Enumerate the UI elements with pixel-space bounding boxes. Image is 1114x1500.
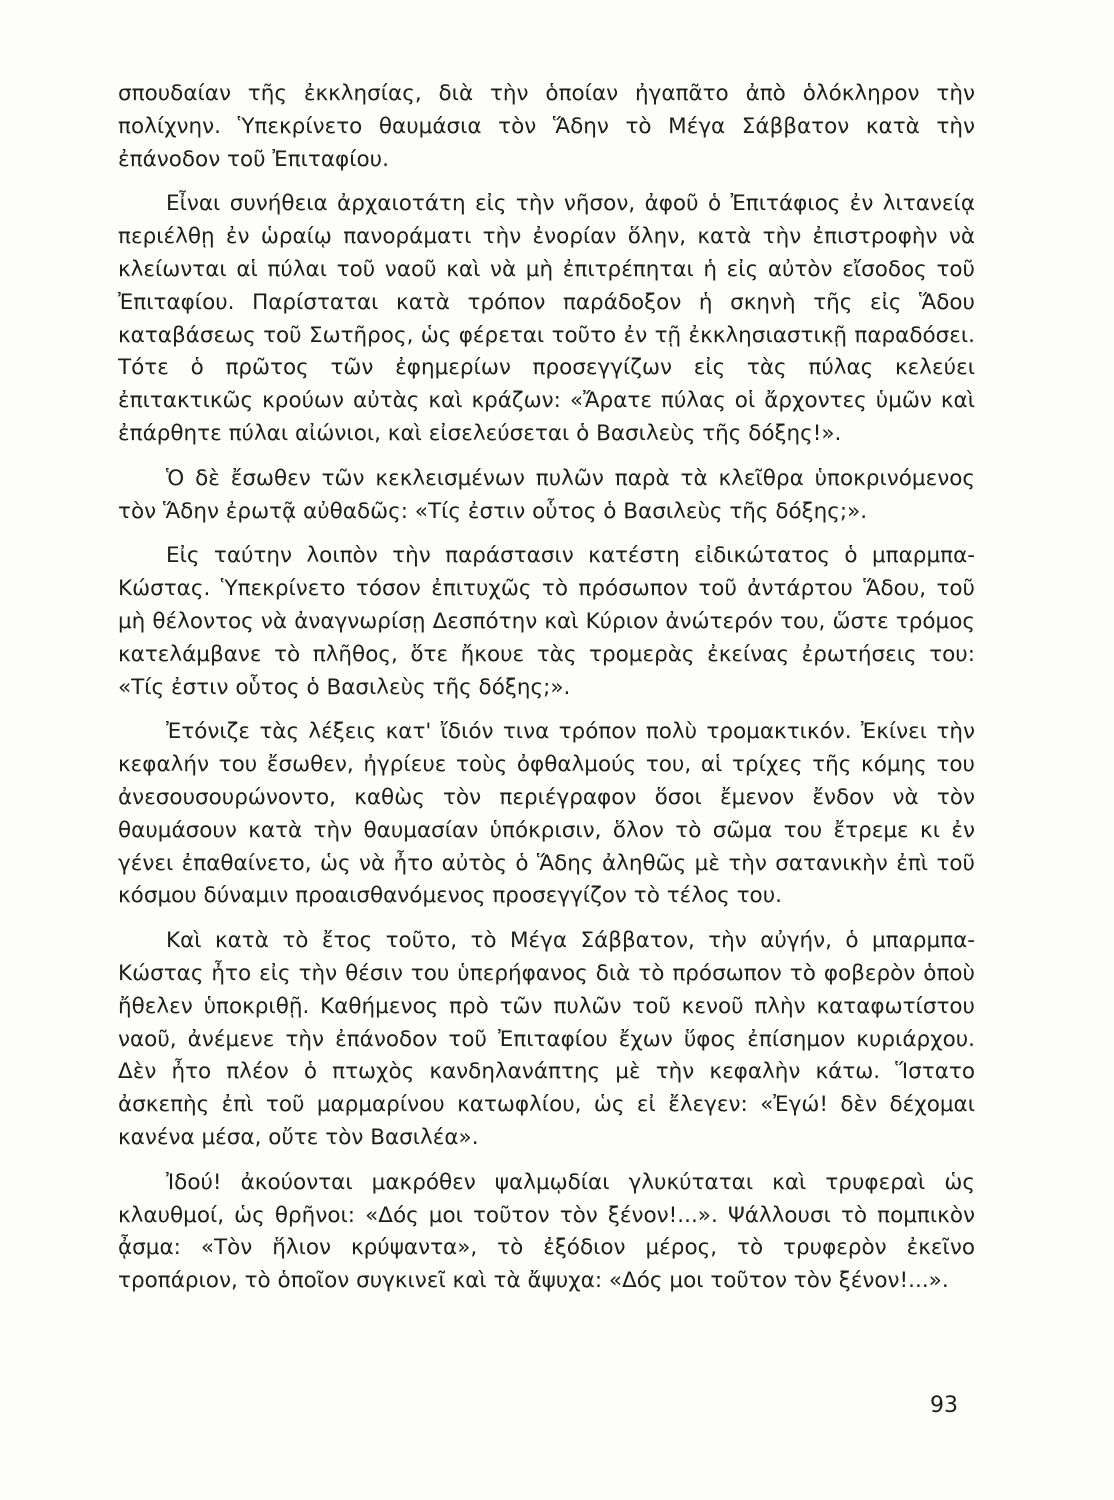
paragraph-6: Καὶ κατὰ τὸ ἔτος τοῦτο, τὸ Μέγα Σάββατον, τὴν αὐγήν, ὁ μπαρμπα-Κώστας ἦτο εἰς τὴν θέσιν του ὑπερήφανος διὰ τὸ πρόσωπον τὸ φοβερὸν ὁποὺ ἤθελεν ὑποκριθῇ. Καθήμενος πρὸ τῶν πυλῶν τοῦ κενοῦ πλὴν καταφωτίστου ναοῦ, ἀνέμενε τὴν ἐπάνοδον τοῦ Ἐπιταφίου ἔχων ὕφος ἐπίσημον κυριάρχου. Δὲν ἦτο πλέον ὁ πτωχὸς κανδηλανάπτης μὲ τὴν κεφαλὴν κάτω. Ἵστατο ἀσκεπὴς ἐπὶ τοῦ μαρμαρίνου κατωφλίου, ὡς εἰ ἔλεγεν: «Ἐγώ! δὲν δέχομαι κανένα μέσα, οὔτε τὸν Βασιλέα».	[118, 928, 975, 1150]
paragraph-7: Ἰδού! ἀκούονται μακρόθεν ψαλμῳδίαι γλυκύταται καὶ τρυφεραὶ ὡς κλαυθμοί, ὡς θρῆνοι: «Δός μοι τοῦτον τὸν ξένον!...». Ψάλλουσι τὸ πομπικὸν ᾆσμα: «Τὸν ἥλιον κρύψαντα», τὸ ἐξόδιον μέρος, τὸ τρυφερὸν ἐκεῖνο τροπάριον, τὸ ὁποῖον συγκινεῖ καὶ τὰ ἄψυχα: «Δός μοι τοῦτον τὸν ξένον!...».	[118, 1169, 975, 1294]
paragraph-5: Ἐτόνιζε τὰς λέξεις κατ' ἴδιόν τινα τρόπον πολὺ τρομακτικόν. Ἐκίνει τὴν κεφαλήν του ἔσωθεν, ἠγρίευε τοὺς ὀφθαλμούς του, αἱ τρίχες τῆς κόμης του ἀνεσουσουρώνοντο, καθὼς τὸν περιέγραφον ὅσοι ἔμενον ἔνδον νὰ τὸν θαυμάσουν κατὰ τὴν θαυμασίαν ὑπόκρισιν, ὅλον τὸ σῶμα του ἔτρεμε κι ἐν γένει ἐπαθαίνετο, ὡς νὰ ἦτο αὐτὸς ὁ Ἅδης ἀληθῶς μὲ τὴν σατανικὴν ἐπὶ τοῦ κόσμου δύναμιν προαισθανόμενος προσεγγίζον τὸ τέλος του.	[118, 719, 975, 909]
body-text	[118, 78, 975, 1310]
paragraph-2: Εἶναι συνήθεια ἀρχαιοτάτη εἰς τὴν νῆσον, ἀφοῦ ὁ Ἐπιτάφιος ἐν λιτανείᾳ περιέλθῃ ἐν ὡραίῳ πανοράματι τὴν ἐνορίαν ὅλην, κατὰ τὴν ἐπιστροφὴν νὰ κλείωνται αἱ πύλαι τοῦ ναοῦ καὶ νὰ μὴ ἐπιτρέπηται ἡ εἰς αὐτὸν εἴσοδος τοῦ Ἐπιταφίου. Παρίσταται κατὰ τρόπον παράδοξον ἡ σκηνὴ τῆς εἰς Ἅδου καταβάσεως τοῦ Σωτῆρος, ὡς φέρεται τοῦτο ἐν τῇ ἐκκλησιαστικῇ παραδόσει. Τότε ὁ πρῶτος τῶν ἐφημερίων προσεγγίζων εἰς τὰς πύλας κελεύει ἐπιτακτικῶς κρούων αὐτὰς καὶ κράζων: «Ἄρατε πύλας οἱ ἄρχοντες ὑμῶν καὶ ἐπάρθητε πύλαι αἰώνιοι, καὶ εἰσελεύσεται ὁ Βασιλεὺς τῆς δόξης!».	[118, 191, 975, 446]
paragraph-1: σπουδαίαν τῆς ἐκκλησίας, διὰ τὴν ὁποίαν ἠγαπᾶτο ἀπὸ ὁλόκληρον τὴν πολίχνην. Ὑπεκρίνετο θαυμάσια τὸν Ἅδην τὸ Μέγα Σάββατον κατὰ τὴν ἐπάνοδον τοῦ Ἐπιταφίου.	[118, 81, 975, 172]
page-number: 93	[930, 1393, 958, 1418]
paragraph-3: Ὁ δὲ ἔσωθεν τῶν κεκλεισμένων πυλῶν παρὰ τὰ κλεῖθρα ὑποκρινόμενος τὸν Ἅδην ἐρωτᾷ αὐθαδῶς: «Τίς ἐστιν οὗτος ὁ Βασιλεὺς τῆς δόξης;».	[118, 465, 975, 524]
paragraph-4: Εἰς ταύτην λοιπὸν τὴν παράστασιν κατέστη εἰδικώτατος ὁ μπαρμπα-Κώστας. Ὑπεκρίνετο τόσον ἐπιτυχῶς τὸ πρόσωπον τοῦ ἀντάρτου Ἅδου, τοῦ μὴ θέλοντος νὰ ἀναγνωρίσῃ Δεσπότην καὶ Κύριον ἀνώτερόν του, ὥστε τρόμος κατελάμβανε τὸ πλῆθος, ὅτε ἤκουε τὰς τρομερὰς ἐκείνας ἐρωτήσεις του: «Τίς ἐστιν οὗτος ὁ Βασιλεὺς τῆς δόξης;».	[118, 543, 975, 700]
